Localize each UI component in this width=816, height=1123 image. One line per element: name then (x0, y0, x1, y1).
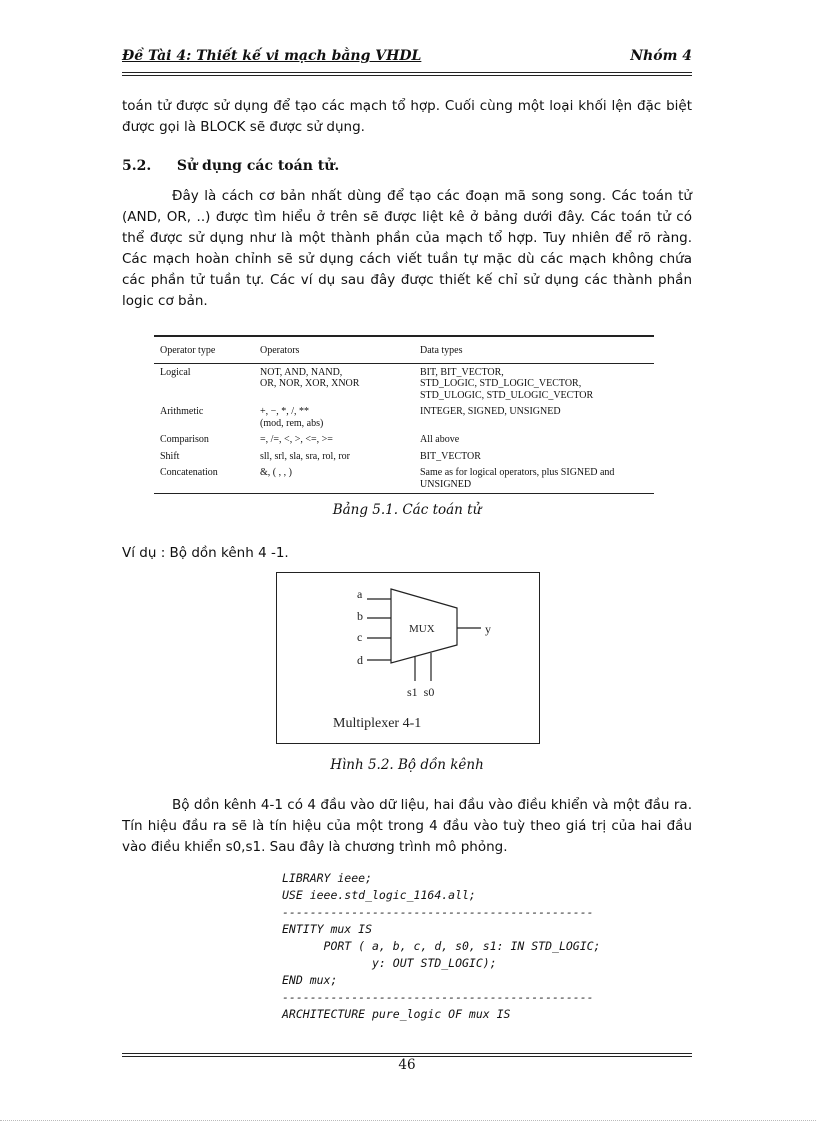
table-cell: +, −, *, /, ** (mod, rem, abs) (260, 406, 324, 429)
page-bottom-edge (0, 1120, 816, 1121)
input-label-a: a (357, 587, 363, 601)
header-rule (122, 72, 692, 73)
diagram-title: Multiplexer 4-1 (333, 716, 422, 731)
example-label: Ví dụ : Bộ dồn kênh 4 -1. (122, 545, 289, 561)
figure-caption: Hình 5.2. Bộ dồn kênh (330, 757, 484, 773)
input-label-c: c (357, 630, 363, 644)
input-label-b: b (357, 609, 363, 623)
table-cell: Same as for logical operators, plus SIGNED and UNSIGNED (414, 464, 654, 494)
section-title: Sử dụng các toán tử. (176, 158, 340, 174)
table-row (154, 403, 654, 431)
table-cell: Arithmetic (160, 406, 204, 417)
operators-table (154, 335, 654, 494)
table-header: Operator type (154, 336, 254, 363)
table-cell: All above (420, 434, 460, 445)
mux-schematic (277, 573, 538, 742)
section-number: 5.2. (122, 158, 152, 174)
table-cell: sll, srl, sla, sra, rol, ror (260, 450, 350, 462)
paragraph-mux-description: Bộ dồn kênh 4-1 có 4 đầu vào dữ liệu, hai đầu vào điều khiển và một đầu ra. Tín hiệu đầu ra sẽ là tín hiệu của một trong 4 đầu vào tuỳ theo giá trị của hai đầu vào điều khiển s0,s1. Sau đây là chương trình mô phỏng. (122, 797, 692, 855)
input-label-d: d (357, 653, 363, 667)
output-label-y: y (485, 622, 491, 636)
paragraph-operators: Đây là cách cơ bản nhất dùng để tạo các đoạn mã song song. Các toán tử (AND, OR, ..) được tìm hiểu ở trên sẽ được liệt kê ở bảng dưới đây. Các toán tử có thể được sử dụng như là một thành phần của mạch tổ hợp. Tuy nhiên để rõ ràng. Các mạch hoàn chỉnh sẽ sử dụng cách viết tuần tự mặc dù các mạch không chứa các phần tử tuần tự. Các ví dụ sau đây được thiết kế chỉ sử dụng các thành phần logic cơ bản. (122, 188, 692, 309)
table-cell: Comparison (160, 434, 209, 445)
paragraph-intro: toán tử được sử dụng để tạo các mạch tổ hợp. Cuối cùng một loại khối lện đặc biệt được gọi là BLOCK sẽ được sử dụng. (122, 98, 692, 135)
select-labels: s1 s0 (407, 685, 435, 699)
table-cell: INTEGER, SIGNED, UNSIGNED (420, 406, 561, 417)
header-title: Đề Tài 4: Thiết kế vi mạch bằng VHDL (122, 48, 422, 64)
section-heading (122, 158, 339, 174)
table-row (154, 431, 654, 448)
table-row (154, 448, 654, 465)
table-cell: BIT_VECTOR (420, 450, 481, 462)
header-rule-2 (122, 75, 692, 76)
vhdl-code-listing: LIBRARY ieee; USE ieee.std_logic_1164.all; --------------------------------------------- ENTITY mux IS PORT ( a, b, c, d, s0, s1: IN STD_LOGIC; y: OUT STD_LOGIC); END mux; --------------------------------------------- ARCHITECTURE pure_logic OF mux IS (282, 871, 601, 1021)
running-header (122, 48, 692, 68)
footer-rule (122, 1053, 692, 1054)
mux-diagram (276, 572, 540, 744)
table-cell: =, /=, <, >, <=, >= (260, 434, 333, 445)
table-header: Data types (414, 336, 654, 363)
page-number: 46 (398, 1057, 416, 1073)
table-cell: &, ( , , ) (254, 464, 414, 494)
table-cell: Concatenation (154, 464, 254, 494)
table-header-row (154, 336, 654, 363)
table-header: Operators (254, 336, 414, 363)
table-caption: Bảng 5.1. Các toán tử (332, 502, 482, 518)
table-cell: BIT, BIT_VECTOR, STD_LOGIC, STD_LOGIC_VECTOR, STD_ULOGIC, STD_ULOGIC_VECTOR (420, 366, 594, 401)
mux-label: MUX (409, 623, 435, 635)
table-row (154, 363, 654, 403)
table-cell: NOT, AND, NAND, OR, NOR, XOR, XNOR (260, 366, 360, 389)
table-cell: Logical (160, 366, 191, 378)
table-row (154, 464, 654, 494)
table-cell: Shift (160, 450, 180, 462)
header-group: Nhóm 4 (630, 48, 692, 64)
